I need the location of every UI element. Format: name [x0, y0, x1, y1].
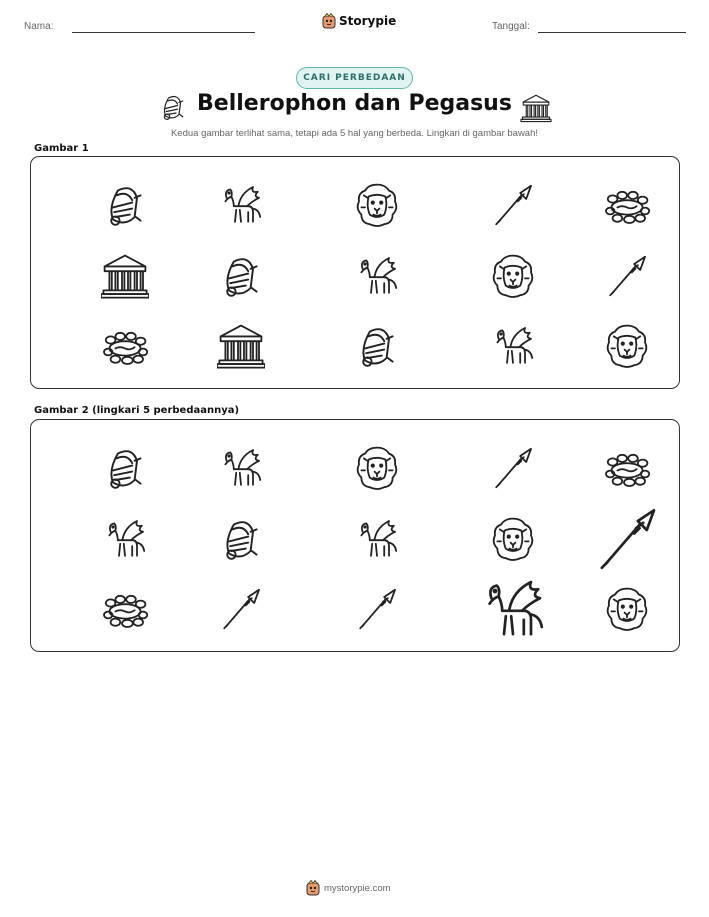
spear-icon	[603, 252, 651, 300]
panel2-label: Gambar 2 (lingkari 5 perbedaannya)	[34, 405, 240, 416]
grid-cell-r2-c1	[101, 252, 149, 300]
grid-cell-r1-c2[interactable]	[217, 444, 265, 492]
lion-icon	[353, 181, 401, 229]
date-line[interactable]	[538, 32, 686, 33]
grid-cell-r3-c5	[603, 322, 651, 370]
temple-icon	[217, 322, 265, 370]
bridle-icon	[101, 444, 149, 492]
bridle-icon	[353, 322, 401, 370]
spear-icon	[489, 444, 537, 492]
grid-cell-r1-c2	[217, 181, 265, 229]
lion-icon	[353, 444, 401, 492]
brand-name: Storypie	[339, 14, 397, 28]
spring-icon	[603, 444, 651, 492]
grid-cell-r1-c5[interactable]	[603, 444, 651, 492]
spear-icon	[217, 585, 265, 633]
picture-panel-1	[30, 156, 680, 389]
lion-icon	[489, 515, 537, 563]
footer	[306, 880, 391, 896]
date-label: Tanggal:	[492, 21, 530, 32]
grid-cell-r2-c5[interactable]	[591, 503, 663, 575]
panel1-label: Gambar 1	[34, 143, 89, 154]
grid-cell-r1-c1	[101, 181, 149, 229]
pegasus-icon	[477, 573, 549, 645]
pegasus-icon	[217, 444, 265, 492]
spear-icon	[591, 503, 663, 575]
grid-cell-r3-c3[interactable]	[353, 585, 401, 633]
spring-icon	[603, 181, 651, 229]
grid-cell-r2-c5	[603, 252, 651, 300]
picture-panel-2[interactable]	[30, 419, 680, 652]
grid-cell-r3-c1[interactable]	[101, 585, 149, 633]
instructions: Kedua gambar terlihat sama, tetapi ada 5 hal yang berbeda. Lingkari di gambar bawah!	[170, 128, 539, 139]
title-bridle-icon	[158, 92, 188, 126]
grid-cell-r2-c3[interactable]	[353, 515, 401, 563]
grid-cell-r1-c5	[603, 181, 651, 229]
grid-cell-r1-c3[interactable]	[353, 444, 401, 492]
spear-icon	[489, 181, 537, 229]
grid-cell-r2-c2[interactable]	[217, 515, 265, 563]
pegasus-icon	[101, 515, 149, 563]
grid-cell-r2-c4	[489, 252, 537, 300]
page-title: Bellerophon dan Pegasus	[197, 91, 512, 116]
lion-icon	[489, 252, 537, 300]
title-temple-icon	[520, 93, 552, 127]
footer-site: mystorypie.com	[324, 882, 391, 894]
grid-cell-r3-c2[interactable]	[217, 585, 265, 633]
grid-cell-r3-c1	[101, 322, 149, 370]
storypie-mascot-icon	[306, 880, 320, 896]
brand-logo	[322, 13, 396, 29]
spring-icon	[101, 585, 149, 633]
activity-badge: CARI PERBEDAAN	[296, 67, 413, 89]
bridle-icon	[217, 252, 265, 300]
grid-cell-r1-c1[interactable]	[101, 444, 149, 492]
grid-cell-r3-c3	[353, 322, 401, 370]
bridle-icon	[101, 181, 149, 229]
grid-cell-r1-c4	[489, 181, 537, 229]
storypie-mascot-icon	[322, 13, 336, 29]
spear-icon	[353, 585, 401, 633]
name-label: Nama:	[24, 21, 54, 32]
grid-cell-r2-c4[interactable]	[489, 515, 537, 563]
name-line[interactable]	[72, 32, 255, 33]
grid-cell-r3-c2	[217, 322, 265, 370]
temple-icon	[101, 252, 149, 300]
pegasus-icon	[353, 515, 401, 563]
grid-cell-r2-c2	[217, 252, 265, 300]
grid-cell-r3-c4	[489, 322, 537, 370]
spring-icon	[101, 322, 149, 370]
pegasus-icon	[353, 252, 401, 300]
bridle-icon	[217, 515, 265, 563]
grid-cell-r3-c5[interactable]	[603, 585, 651, 633]
pegasus-icon	[489, 322, 537, 370]
grid-cell-r1-c3	[353, 181, 401, 229]
grid-cell-r1-c4[interactable]	[489, 444, 537, 492]
grid-cell-r2-c1[interactable]	[101, 515, 149, 563]
grid-cell-r3-c4[interactable]	[477, 573, 549, 645]
pegasus-icon	[217, 181, 265, 229]
grid-cell-r2-c3	[353, 252, 401, 300]
lion-icon	[603, 585, 651, 633]
lion-icon	[603, 322, 651, 370]
